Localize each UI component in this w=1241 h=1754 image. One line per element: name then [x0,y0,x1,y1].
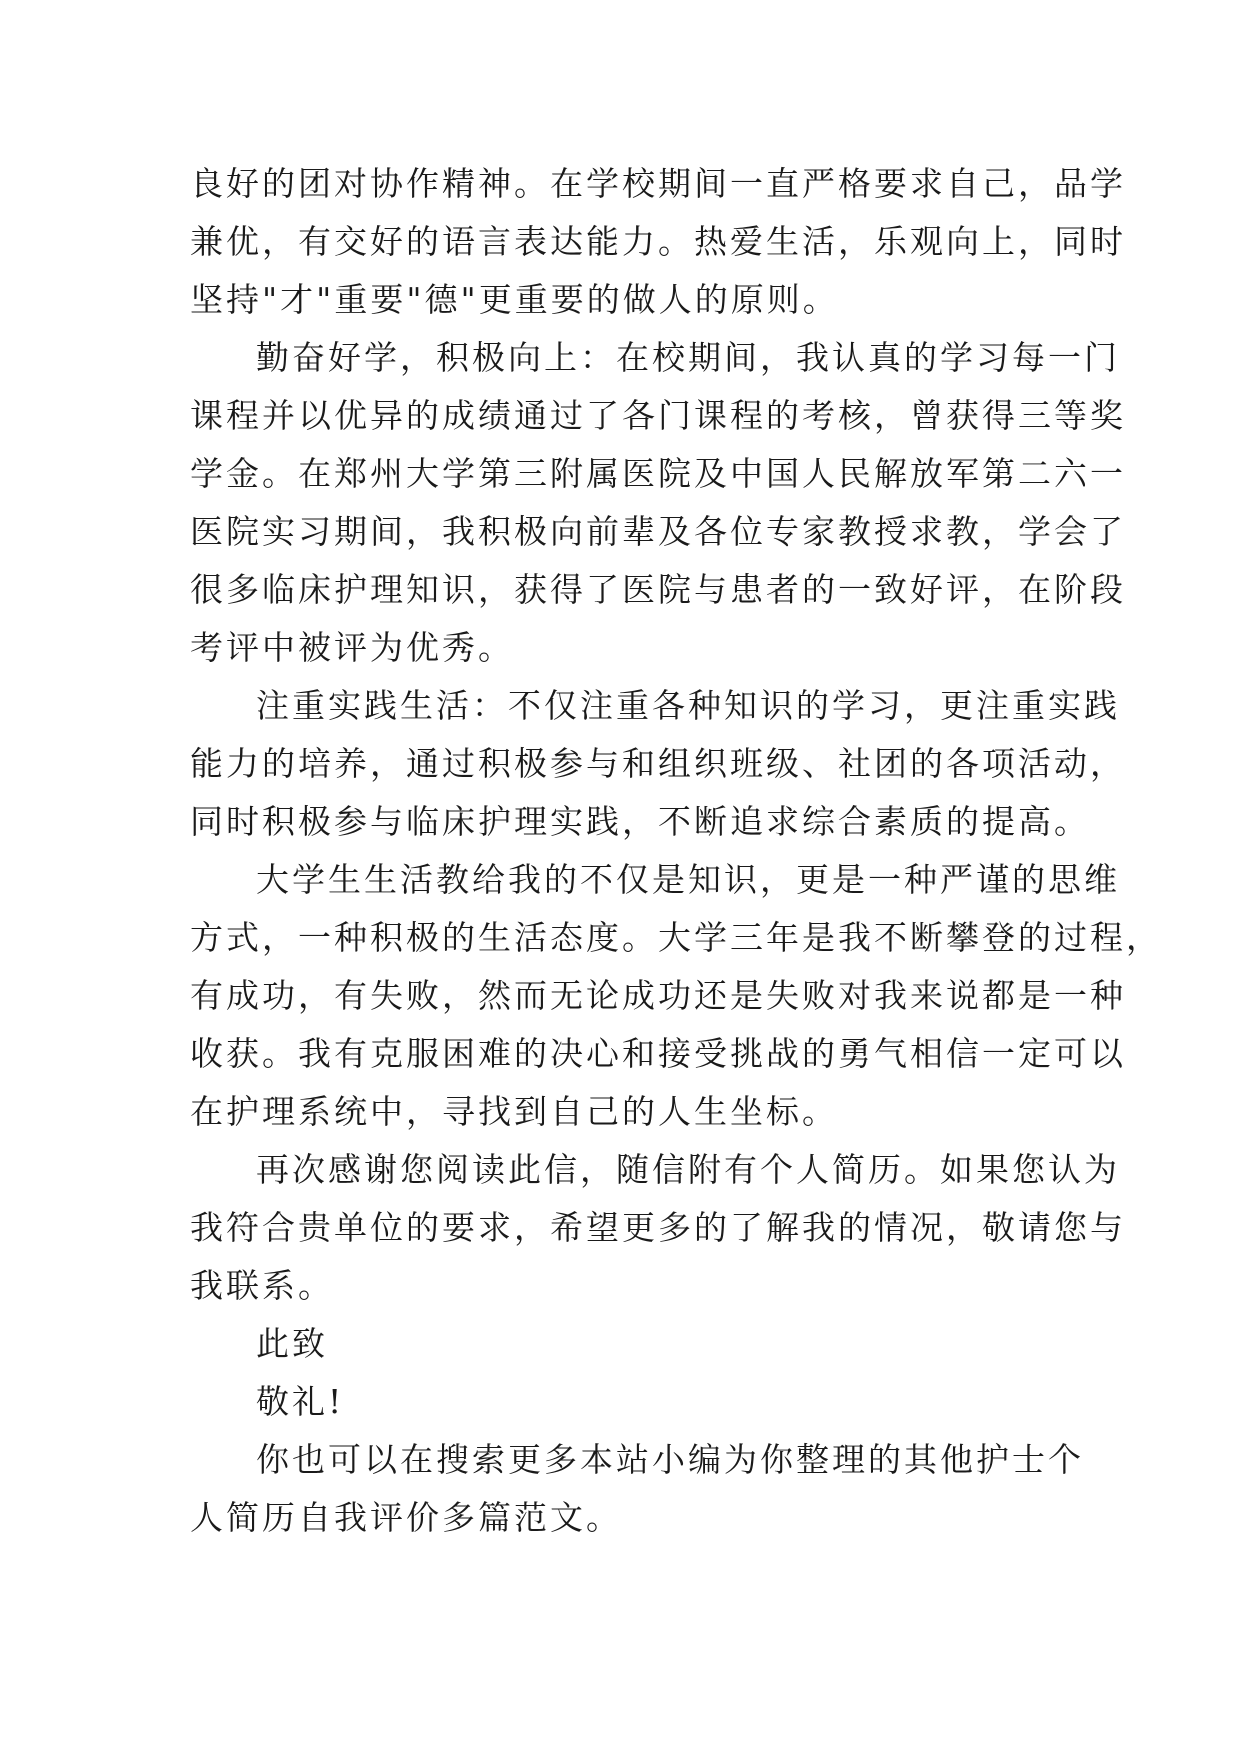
text-line: 有成功，有失败，然而无论成功还是失败对我来说都是一种 [190,976,1126,1015]
text-line: 能力的培养，通过积极参与和组织班级、社团的各项活动， [190,744,1126,783]
text-line: 人简历自我评价多篇范文。 [190,1498,622,1537]
letter-body [190,155,1162,1547]
text-line: 我符合贵单位的要求，希望更多的了解我的情况，敬请您与 [190,1208,1126,1247]
paragraph-first-line: 注重实践生活：不仅注重各种知识的学习，更注重实践 [256,686,1120,725]
text-line: 方式，一种积极的生活态度。大学三年是我不断攀登的过程， [190,918,1162,957]
text-line: 兼优，有交好的语言表达能力。热爱生活，乐观向上，同时 [190,222,1126,261]
closing-salutation: 此致 [256,1324,328,1363]
text-line: 我联系。 [190,1266,334,1305]
text-line: 很多临床护理知识，获得了医院与患者的一致好评，在阶段 [190,570,1126,609]
text-line: 在护理系统中，寻找到自己的人生坐标。 [190,1092,838,1131]
paragraph-first-line: 大学生生活教给我的不仅是知识，更是一种严谨的思维 [256,860,1120,899]
closing-regards: 敬礼! [256,1382,345,1421]
text-line: 良好的团对协作精神。在学校期间一直严格要求自己，品学 [190,164,1126,203]
paragraph-first-line: 勤奋好学，积极向上：在校期间，我认真的学习每一门 [256,338,1120,377]
text-line: 学金。在郑州大学第三附属医院及中国人民解放军第二六一 [190,454,1126,493]
text-line: 坚持"才"重要"德"更重要的做人的原则。 [190,280,839,319]
text-line: 课程并以优异的成绩通过了各门课程的考核，曾获得三等奖 [190,396,1126,435]
text-line: 收获。我有克服困难的决心和接受挑战的勇气相信一定可以 [190,1034,1126,1073]
paragraph-first-line: 你也可以在搜索更多本站小编为你整理的其他护士个 [256,1440,1084,1479]
paragraph-first-line: 再次感谢您阅读此信，随信附有个人简历。如果您认为 [256,1150,1120,1189]
text-line: 医院实习期间，我积极向前辈及各位专家教授求教，学会了 [190,512,1126,551]
text-line: 考评中被评为优秀。 [190,628,514,667]
text-line: 同时积极参与临床护理实践，不断追求综合素质的提高。 [190,802,1090,841]
